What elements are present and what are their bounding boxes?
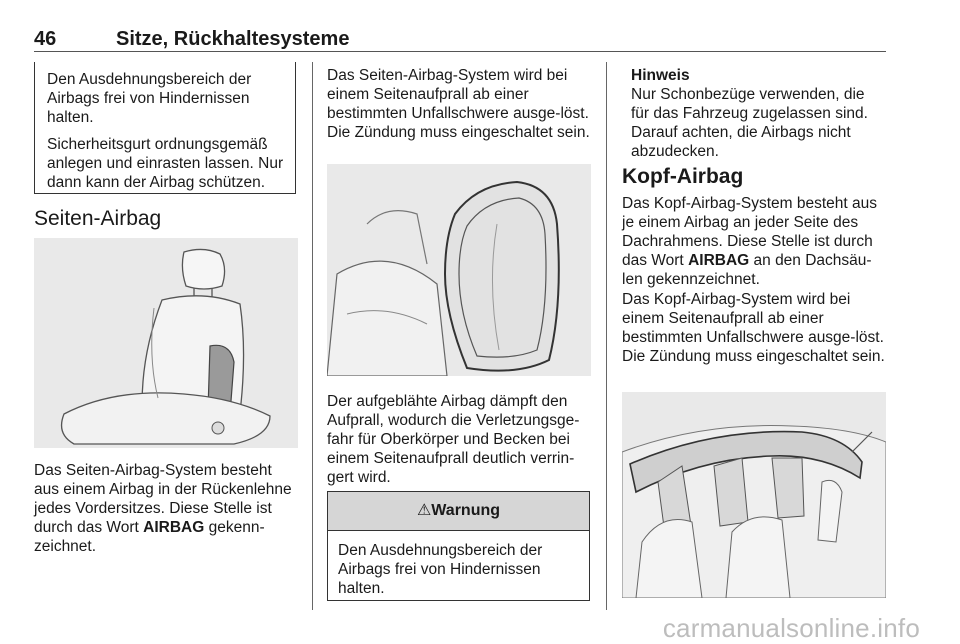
warning-triangle-icon: ⚠ — [416, 502, 432, 519]
column-divider-1 — [312, 62, 313, 610]
head-airbag-trigger-text: Das Kopf-Airbag-System wird bei einem Seitenaufprall ab einer bestimmten Unfallschwere ausge-löst. Die Zündung muss eingeschaltet sein. — [622, 291, 885, 365]
airbag-keyword: AIRBAG — [143, 519, 205, 536]
header-rule — [34, 51, 886, 52]
warning-title: Warnung — [431, 502, 501, 519]
side-airbag-trigger-text: Das Seiten-Airbag-System wird bei einem Seitenaufprall ab einer bestimmten Unfallschwere ausge-löst. Die Zündung muss eingeschaltet sein. — [327, 67, 590, 141]
warning-text: Den Ausdehnungsbereich der Airbags frei von Hindernissen halten. — [338, 542, 543, 597]
section-heading-side-airbag: Seiten-Airbag — [34, 207, 162, 230]
note-text: Nur Schonbezüge verwenden, die für das Fahrzeug zugelassen sind. Darauf achten, die Airbags nicht abzudecken. — [631, 86, 868, 160]
section-heading-head-airbag: Kopf-Airbag — [622, 165, 744, 188]
inflated-side-airbag-illustration — [327, 164, 591, 376]
safety-note-line-1: Den Ausdehnungsbereich der Airbags frei von Hindernissen halten. — [47, 71, 252, 126]
note-title: Hinweis — [631, 67, 690, 84]
note-block — [631, 66, 886, 161]
warning-box — [327, 491, 590, 601]
head-airbag-description: Das Kopf-Airbag-System besteht aus je einem Airbag an jeder Seite des Dachrahmens. Diese Stelle ist durch das Wort AIRBAG an den Dachsäu-len gekennzeichnet. — [622, 195, 878, 288]
seat-illustration-svg — [34, 238, 298, 448]
seat-side-airbag-illustration — [34, 238, 298, 448]
safety-note-line-2: Sicherheitsgurt ordnungsgemäß anlegen und einrasten lassen. Nur dann kann der Airbag schützen. — [47, 136, 284, 191]
airbag-effect-text: Der aufgeblähte Airbag dämpft den Aufprall, wodurch die Verletzungsge-fahr für Oberkörper und Becken bei einem Seitenaufprall deutlich verrin-gert wird. — [327, 393, 580, 486]
page-title: Sitze, Rückhaltesysteme — [116, 28, 350, 50]
head-airbag-illustration — [622, 392, 886, 598]
page-header — [34, 27, 886, 51]
safety-note-box — [34, 62, 296, 194]
side-airbag-description: Das Seiten-Airbag-System besteht aus einem Airbag in der Rückenlehne jedes Vordersitzes. Diese Stelle ist durch das Wort AIRBAG gekenn-zeichnet. — [34, 462, 292, 555]
car-interior-svg — [622, 392, 886, 598]
airbag-illustration-svg — [327, 164, 591, 376]
warning-header — [328, 492, 589, 531]
page-number: 46 — [34, 28, 57, 50]
airbag-keyword-2: AIRBAG — [688, 252, 750, 269]
watermark: carmanualsonline.info — [662, 613, 920, 643]
column-divider-2 — [606, 62, 607, 610]
